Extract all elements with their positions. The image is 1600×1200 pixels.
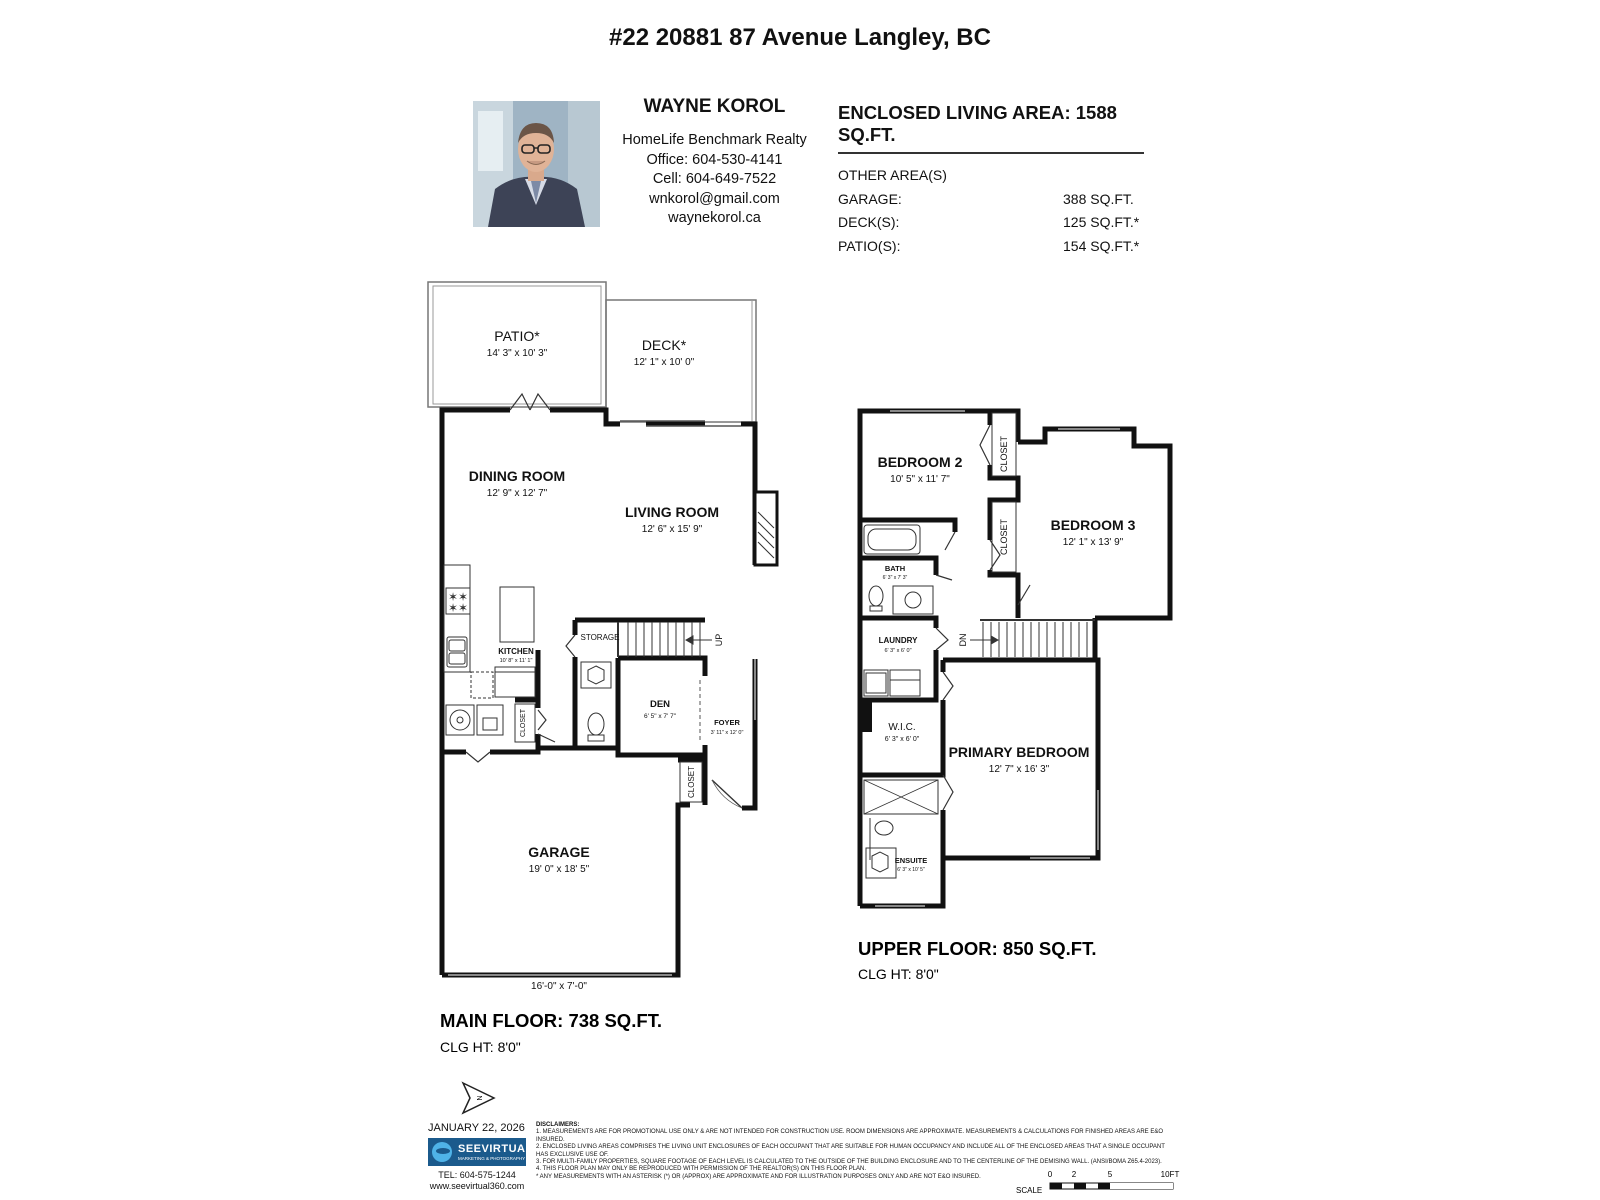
seevirtual-contact <box>428 1170 526 1192</box>
fireplace <box>755 492 777 565</box>
room-name-deck: DECK* <box>641 337 687 353</box>
room-name-foyer: FOYER <box>714 718 740 727</box>
compass-label: N <box>475 1095 482 1101</box>
room-name-bedroom3: BEDROOM 3 <box>1050 517 1136 533</box>
room-dim-bedroom3: 12' 1" x 13' 9" <box>1062 537 1124 548</box>
hall-door <box>538 734 555 742</box>
seevirtual-website[interactable]: www.seevirtual360.com <box>429 1181 525 1191</box>
agent-office-phone: Office: 604-530-4141 <box>646 151 783 168</box>
logo-text: SEEVIRTUAL <box>458 1143 533 1155</box>
closet-label: CLOSET <box>687 765 696 799</box>
room-name-ensuite: ENSUITE <box>894 856 928 865</box>
disclaimer-line: 3. FOR MULTI-FAMILY PROPERTIES, SQUARE FOOTAGE OF EACH LEVEL IS CALCULATED TO THE OUTSIDE OF THE BUILDING ENCLOSURE AND TO THE CENTERLINE OF THE DEMISING WALL. (ANSI/BOMA Z65.4-2023). <box>536 1159 1162 1166</box>
den-top-wall <box>618 658 705 676</box>
closet-label: CLOSET <box>520 708 527 738</box>
logo-subtext: MARKETING & PHOTOGRAPHY <box>458 1156 526 1161</box>
disclaimer-line: 2. ENCLOSED LIVING AREAS COMPRISES THE LIVING UNIT ENCLOSURES OF EACH OCCUPANT THAT ARE SUITABLE FOR HUMAN OCCUPANCY AND INCLUDE ALL OF THE ENCLOSED AREAS THAT A SINGLE OCCUPANT HAS EXCLUSIVE USE OF. <box>536 1144 1165 1158</box>
bedroom2-bottom-wall <box>860 520 955 532</box>
wic-shelf <box>860 700 872 732</box>
room-dim-dining: 12' 9" x 12' 7" <box>486 488 548 499</box>
scale-tick-label: 0 <box>1047 1170 1053 1179</box>
scale-tick-label: 10FT <box>1160 1170 1180 1179</box>
svg-text:✶✶: ✶✶ <box>447 590 469 604</box>
upper-floor-title: UPPER FLOOR: 850 SQ.FT. <box>858 938 1097 959</box>
area-row-label: PATIO(S): <box>838 237 901 254</box>
agent-name: WAYNE KOROL <box>643 96 786 117</box>
room-dim-primary: 12' 7" x 16' 3" <box>988 764 1050 775</box>
main-floor-title: MAIN FLOOR: 738 SQ.FT. <box>440 1010 663 1031</box>
room-dim-foyer: 3' 11" x 12' 0" <box>710 730 744 736</box>
stair-down-label: DN <box>958 633 968 647</box>
main-floor-stairs <box>618 622 712 657</box>
room-dim-kitchen: 10' 8" x 11' 1" <box>499 658 533 664</box>
room-name-primary: PRIMARY BEDROOM <box>948 744 1090 760</box>
logo-swoosh-icon <box>436 1148 450 1154</box>
upper-floor-stairs <box>970 620 1095 657</box>
room-name-storage: STORAGE <box>580 633 620 642</box>
disclaimers <box>536 1122 1176 1181</box>
upper-floor-ceiling-height: CLG HT: 8'0" <box>858 966 939 982</box>
upper-floor-plan <box>860 411 1170 906</box>
front-door <box>712 780 742 808</box>
closet-label: CLOSET <box>999 435 1009 473</box>
disclaimer-line: 4. THIS FLOOR PLAN MAY ONLY BE REPRODUCED WITH PERMISSION OF THE REALTOR(S) ON THIS FLOOR PLAN. <box>536 1166 867 1173</box>
area-row-value: 388 SQ.FT. <box>1063 190 1134 207</box>
room-dim-garage: 19' 0" x 18' 5" <box>528 864 590 875</box>
scale-tick-label: 5 <box>1107 1170 1113 1179</box>
garage-walls <box>442 805 690 975</box>
room-dim-patio: 14' 3" x 10' 3" <box>486 348 548 359</box>
stair-up-label: UP <box>714 633 724 647</box>
disclaimer-line: 1. MEASUREMENTS ARE FOR PROMOTIONAL USE ONLY & ARE NOT INTENDED FOR CONSTRUCTION USE. ROOM DIMENSIONS ARE APPROXIMATE. MEASUREMENTS & CALCULATIONS FOR FINISHED AREAS ARE E&O INSURED. <box>536 1129 1163 1143</box>
room-name-kitchen: KITCHEN <box>498 647 534 656</box>
storage-door <box>566 635 575 657</box>
area-row-label: GARAGE: <box>838 190 902 207</box>
other-areas-label: OTHER AREA(S) <box>838 167 947 183</box>
enclosed-living-area: ENCLOSED LIVING AREA: 1588 SQ.FT. <box>838 102 1144 154</box>
area-row-value: 154 SQ.FT.* <box>1063 237 1140 254</box>
room-name-living: LIVING ROOM <box>624 504 720 520</box>
room-dim-deck: 12' 1" x 10' 0" <box>633 357 695 368</box>
room-name-den: DEN <box>649 699 671 710</box>
garage-entry-door <box>466 752 490 762</box>
main-floor-plan <box>428 282 777 975</box>
room-dim-den: 6' 5" x 7' 7" <box>643 713 677 720</box>
room-dim-living: 12' 6" x 15' 9" <box>641 524 703 535</box>
room-dim-bedroom2: 10' 5" x 11' 7" <box>890 474 950 485</box>
plan-date: JANUARY 22, 2026 <box>428 1122 525 1134</box>
area-row-label: DECK(S): <box>838 214 900 230</box>
closet-door <box>538 710 546 730</box>
bedroom3-closet-wall <box>990 570 1018 618</box>
page-title: #22 20881 87 Avenue Langley, BC <box>609 24 991 51</box>
disclaimer-line: * ANY MEASUREMENTS WITH AN ASTERISK (*) OR (APPROX) ARE APPROXIMATE AND FOR ILLUSTRATION PURPOSES ONLY AND ARE NOT E&O INSURED. <box>536 1173 981 1180</box>
compass-north-arrow <box>463 1083 494 1113</box>
patio-inner-outline <box>433 286 601 404</box>
room-name-wic: W.I.C. <box>888 722 916 733</box>
room-name-bedroom2: BEDROOM 2 <box>877 454 963 470</box>
laundry-top-wall <box>860 618 936 628</box>
laundry-fixtures <box>864 670 920 696</box>
agent-cell-phone: Cell: 604-649-7522 <box>652 171 777 187</box>
scale-tick-label: 2 <box>1071 1170 1077 1179</box>
agent-website[interactable]: waynekorol.ca <box>668 210 761 226</box>
room-dim-wic: 6' 3" x 6' 0" <box>884 736 920 743</box>
closet-label: CLOSET <box>999 518 1009 556</box>
garage-door-size: 16'-0" x 7'-0" <box>531 981 587 992</box>
room-name-patio: PATIO* <box>494 328 540 344</box>
room-dim-laundry: 6' 3" x 6' 0" <box>884 648 912 654</box>
room-name-garage: GARAGE <box>528 844 590 860</box>
area-row-value: 125 SQ.FT.* <box>1063 214 1140 230</box>
agent-company: HomeLife Benchmark Realty <box>622 132 807 148</box>
room-name-bath: BATH <box>884 564 906 573</box>
svg-text:✶✶: ✶✶ <box>447 601 469 615</box>
seevirtual-phone: TEL: 604-575-1244 <box>438 1170 516 1180</box>
agent-email[interactable]: wnkorol@gmail.com <box>649 190 780 207</box>
room-name-dining: DINING ROOM <box>468 468 566 484</box>
room-name-laundry: LAUNDRY <box>878 636 918 645</box>
seevirtual-logo <box>428 1138 533 1166</box>
powder-room-fixtures <box>581 662 611 741</box>
room-dim-ensuite: 6' 3" x 10' 5" <box>897 867 925 873</box>
scale-label: SCALE <box>1016 1186 1043 1195</box>
patio-outline <box>428 282 606 407</box>
room-dim-bath: 6' 3" x 7' 3" <box>882 575 908 581</box>
disclaimer-heading: DISCLAIMERS: <box>536 1122 580 1128</box>
main-floor-right-wall-lower <box>742 659 755 808</box>
main-floor-ceiling-height: CLG HT: 8'0" <box>440 1039 521 1055</box>
